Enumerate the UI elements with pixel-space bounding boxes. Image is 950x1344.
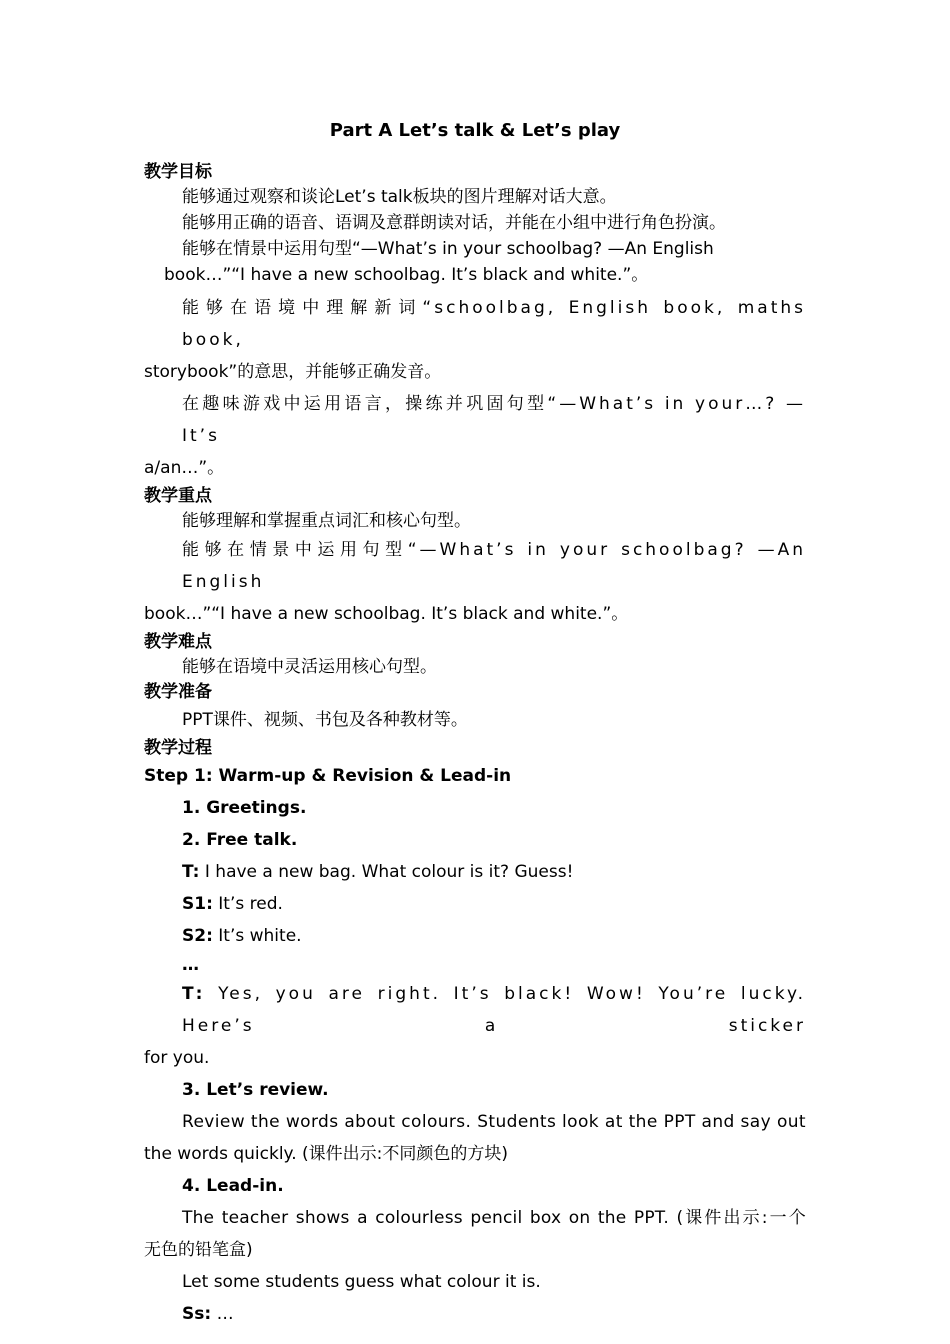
key-point-line: 能够在情景中运用句型“—What’s in your schoolbag? —An English: [182, 540, 806, 592]
dialogue-line-t: [144, 856, 806, 888]
objective-line: storybook”的意思，并能够正确发音。: [144, 362, 442, 382]
step1-heading: Step 1: Warm-up & Revision & Lead-in: [144, 766, 512, 786]
objective-line: 在趣味游戏中运用语言，操练并巩固句型“—What’s in your…? —It’s: [182, 394, 806, 446]
dialogue-line-t2: [144, 978, 806, 1042]
speaker-label: S2:: [182, 926, 213, 946]
objective-line: 能够在情景中运用句型“—What’s in your schoolbag? —An English: [182, 239, 714, 259]
speaker-label: Ss:: [182, 1304, 212, 1324]
speaker-label: T:: [182, 862, 200, 882]
lead-in-line: Let some students guess what colour it is.: [182, 1272, 541, 1292]
objective-line: 能够通过观察和谈论Let’s talk板块的图片理解对话大意。: [182, 187, 617, 207]
difficulty-line: 能够在语境中灵活运用核心句型。: [182, 657, 437, 677]
dialogue-text: Yes, you are right. It’s black! Wow! You’re lucky. Here’s a sticker: [182, 984, 806, 1036]
objectives-heading: 教学目标: [144, 162, 212, 182]
dialogue-text: It’s white.: [218, 926, 302, 946]
dialogue-text: I have a new bag. What colour is it? Guess!: [204, 862, 574, 882]
process-heading: 教学过程: [144, 738, 212, 758]
dialogue-line-s2: [144, 920, 806, 952]
speaker-label: S1:: [182, 894, 213, 914]
key-points-heading: 教学重点: [144, 486, 212, 506]
dialogue-text: …: [216, 1304, 234, 1324]
free-talk-item: 2. Free talk.: [182, 830, 298, 850]
preparation-heading: 教学准备: [144, 682, 212, 702]
objective-line: 能够在语境中理解新词“schoolbag, English book, maths book,: [182, 298, 806, 350]
dialogue-line-ss: [144, 1298, 806, 1330]
review-line: the words quickly. (课件出示:不同颜色的方块): [144, 1144, 508, 1164]
dialogue-text: It’s red.: [218, 894, 283, 914]
objective-line: book…”“I have a new schoolbag. It’s black and white.”。: [164, 265, 649, 285]
document-title: Part A Let’s talk & Let’s play: [329, 120, 621, 141]
dialogue-line-s1: [144, 888, 806, 920]
objective-line: 能够用正确的语音、语调及意群朗读对话，并能在小组中进行角色扮演。: [182, 213, 726, 233]
document-body: [144, 160, 806, 1330]
review-line: Review the words about colours. Students look at the PPT and say out: [182, 1112, 806, 1132]
key-point-line: book…”“I have a new schoolbag. It’s black and white.”。: [144, 604, 629, 624]
lead-in-line: 无色的铅笔盒): [144, 1240, 253, 1260]
lead-in-line: The teacher shows a colourless pencil box on the PPT. (课件出示:一个: [182, 1208, 806, 1228]
speaker-label: T:: [182, 984, 206, 1004]
difficulties-heading: 教学难点: [144, 632, 212, 652]
dialogue-ellipsis: …: [182, 955, 199, 975]
lead-in-item: 4. Lead-in.: [182, 1176, 284, 1196]
objective-line: a/an…”。: [144, 458, 225, 478]
dialogue-line-t2-cont: for you.: [144, 1048, 210, 1068]
greetings-item: 1. Greetings.: [182, 798, 307, 818]
key-point-line: 能够理解和掌握重点词汇和核心句型。: [182, 511, 471, 531]
review-item: 3. Let’s review.: [182, 1080, 329, 1100]
preparation-line: PPT课件、视频、书包及各种教材等。: [182, 710, 468, 730]
